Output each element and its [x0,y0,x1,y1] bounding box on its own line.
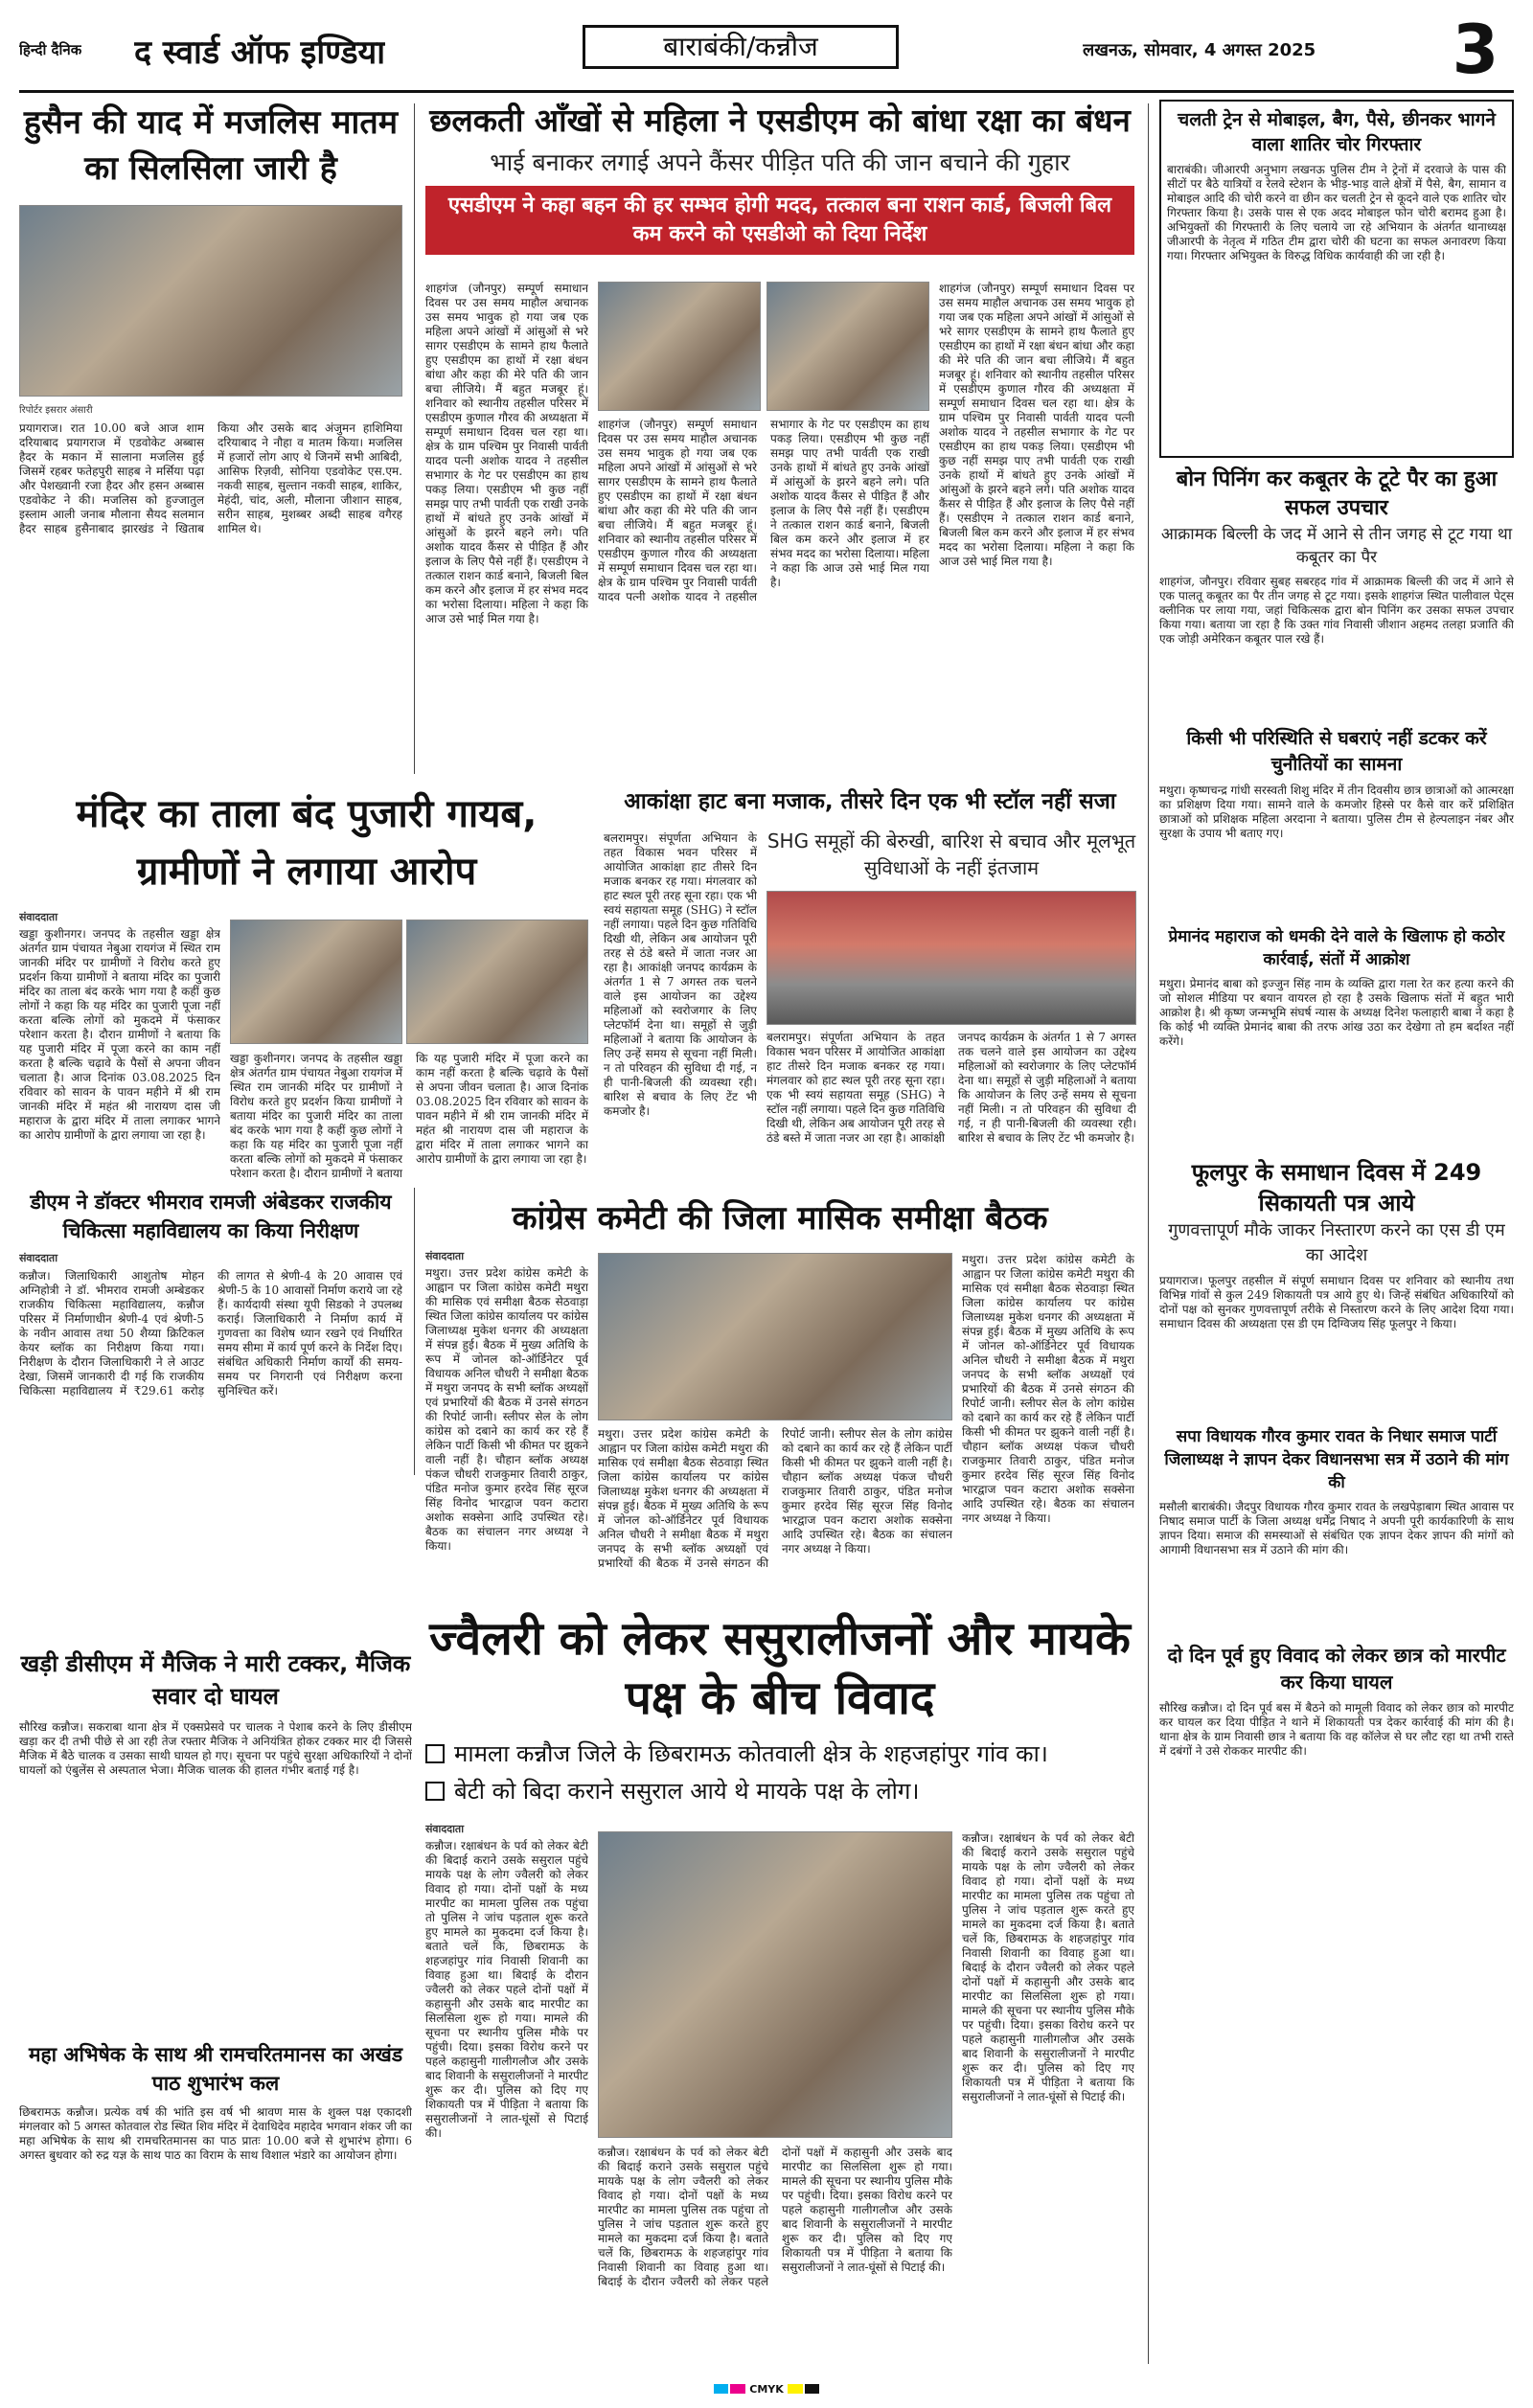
headline: ज्वैलरी को लेकर ससुरालीजनों और मायके पक्ष के बीच विवाद [429,1612,1131,1725]
dateline: संवाददाता [425,1250,465,1262]
photo-sdm-2 [766,282,929,411]
headline: महा अभिषेक के साथ श्री रामचरितमानस का अखंड पाठ शुभारंभ कल [28,2043,403,2095]
footer-cmyk [714,2379,819,2398]
s6-headline: सपा विधायक गौरव कुमार रावत के निधार समाज पार्टी जिलाध्यक्ष ने ज्ञापन देकर विधानसभा सत्र में उठाने की मांग की [1164,1427,1509,1492]
s7-body: सौरिख कन्नौज। दो दिन पूर्व बस में बैठने को मामूली विवाद को लेकर छात्र को मारपीट कर घायल कर दिया पीड़ित ने थाने में शिकायती पत्र देकर कार्रवाई की मांग की है। थाना क्षेत्र के ग्राम निवासी छात्र ने बताया कि वह कॉलेज से घर लौट रहा था तभी रास्ते में दबंगों ने उसे रोककर मारपीट की। [1159,1701,1514,1758]
story-body-col1: खड्डा कुशीनगर। जनपद के तहसील खड्डा क्षेत्र अंतर्गत ग्राम पंचायत नेबुआ रायगंज में स्थित राम जानकी मंदिर पर ग्रामीणों ने विरोध करते हुए प्रदर्शन किया ग्रामीणों ने बताया मंदिर का पुजारी मंदिर का ताला बंद करके भाग गया है कहीं कुछ लोगों ने कहा कि यह मंदिर का पुजारी पूजा नहीं करता बल्कि लोगों को मुकदमे में फंसाकर परेशान करता है। दौरान ग्रामीणों ने बताया कि यह पुजारी मंदिर में पूजा करने का काम नहीं करता है बल्कि चढ़ावे के पैसों से अपना जीवन चलाता है। आज दिनांक 03.08.2025 दिन रविवार को सावन के पावन महीने में श्री राम जानकी मंदिर में महंत श्री नारायण दास जी महाराज के द्वारा मंदिर में ताला लगाकर भागने का आरोप ग्रामीणों के द्वारा लगाया जा रहा है। [19,927,220,1142]
story-husain [19,100,402,770]
story-body-col3: शाहगंज (जौनपुर) सम्पूर्ण समाधान दिवस पर उस समय माहौल अचानक उस समय भावुक हो गया जब एक महिला अपने आंखों में आंसुओं से भरे सागर एसडीएम के सामने हाथ फैलाते हुए एसडीएम का हाथों में रक्षा बंधन बांधा और कहा की मेरे पति की जान बचा लीजिये। मैं बहुत मजबूर हूं। शनिवार को स्थानीय तहसील परिसर में एसडीएम कुणाल गौरव की अध्यक्षता में सम्पूर्ण समाधान दिवस चल रहा था। क्षेत्र के ग्राम पश्चिम पुर निवासी पार्वती यादव पत्नी अशोक यादव ने तहसील सभागार के गेट पर एसडीएम का हाथ पकड़ लिया। एसडीएम भी कुछ नहीं समझ पाए तभी पार्वती एक राखी उनके हाथों में बांधते हुए उनके आंखों में आंसुओं के झरने बहने लगे। पति अशोक यादव कैंसर से पीड़ित हैं और इलाज के लिए पैसे नहीं हैं। एसडीएम ने तत्काल राशन कार्ड बनाने, बिजली बिल कम करने और इलाज में हर संभव मदद का भरोसा दिलाया। महिला ने कहा कि आज उसे भाई मिल गया है। [939,282,1134,568]
story-dm [19,1188,402,1638]
story-body: सौरिख कन्नौज। सकराबा थाना क्षेत्र में एक्सप्रेसवे पर चालक ने पेशाब करने के लिए डीसीएम खड़ा कर दी तभी पीछे से आ रही तेज रफ्तार मैजिक ने अनियंत्रित होकर टक्कर मार दी जिससे मैजिक में बैठे चालक व उसका साथी घायल हो गए। सूचना पर पहुंचे सुरक्षा अधिकारियों ने दोनों घायलों को एंबुलेंस से अस्पताल भेजा। मैजिक चालक की हालत गंभीर बताई गई है। [19,1720,412,1777]
masthead [0,0,1533,105]
headline: कांग्रेस कमेटी की जिला मासिक समीक्षा बैठक [512,1199,1048,1238]
story-body-col3: कन्नौज। रक्षाबंधन के पर्व को लेकर बेटी की बिदाई कराने उसके ससुराल पहुंचे मायके पक्ष के लोग ज्वैलरी को लेकर विवाद हो गया। दोनों पक्षों के मध्य मारपीट का मामला पुलिस तक पहुंचा तो पुलिस ने जांच पड़ताल शुरू करते हुए मामले का मुकदमा दर्ज किया है। बताते चलें कि, छिबरामऊ के शहजहांपुर गांव निवासी शिवानी का विवाह हुआ था। बिदाई के दौरान ज्वैलरी को लेकर पहले दोनों पक्षों में कहासुनी और उसके बाद मारपीट का सिलसिला शुरू हो गया। मामले की सूचना पर स्थानीय पुलिस मौके पर पहुंची। दिया। इसका विरोध करने पर पहले कहासुनी गालीगलौज और उसके बाद शिवानी के ससुरालीजनों ने मारपीट शुरू कर दी। पुलिस को दिए गए शिकायती पत्र में पीड़िता ने बताया कि ससुरालीजनों ने लात-घूंसों से पिटाई की। [962,1831,1134,2103]
story-body-col1: मथुरा। उत्तर प्रदेश कांग्रेस कमेटी के आह्वान पर जिला कांग्रेस कमेटी मथुरा की मासिक एवं समीक्षा बैठक सेठवाड़ा स्थित जिला कांग्रेस कार्यालय पर कांग्रेस जिलाध्यक्ष मुकेश धनगर की अध्यक्षता में संपन्न हुई। बैठक में मुख्य अतिथि के रूप में जोनल को-ऑर्डिनेटर पूर्व विधायक अनिल चौधरी ने समीक्षा बैठक में मथुरा जनपद के सभी ब्लॉक अध्यक्षों एवं प्रभारियों की बैठक में उनसे संगठन की रिपोर्ट जानी। स्लीपर सेल के लोग कांग्रेस को दबाने का कार्य कर रहे हैं लेकिन पार्टी किसी भी कीमत पर झुकने वाली नहीं है। चौहान ब्लॉक अध्यक्ष पंकज चौधरी राजकुमार तिवारी ठाकुर, पंडित मनोज कुमार हरदेव सिंह सूरज सिंह विनोद भारद्वाज पवन कटारा अशोक सक्सेना आदि उपस्थित रहे। बैठक का संचालन नगर अध्यक्ष ने किया। [425,1266,588,1553]
s7-headline: दो दिन पूर्व हुए विवाद को लेकर छात्र को मारपीट कर किया घायल [1167,1644,1506,1693]
s2-body: शाहगंज, जौनपुर। रविवार सुबह सबरहद गांव में आक्रामक बिल्ली की जद में आने से एक पालतू कबूतर का पैर तीन जगह से टूट गया। इसके शाहगंज स्थित पालीवाल पेट्स क्लीनिक पर लाया गया, जहां चिकित्सक द्वारा बोन पिनिंग कर उसका सफल उपचार किया गया। बताया जा रहा है कि उक्त गांव निवासी जीशान अहमद तलहा प्रजाति की एक जोड़ी अमेरिकन कबूतर पाल रखे हैं। [1159,575,1514,646]
bullet-box-icon [425,1744,445,1763]
story-body-col2: खड्डा कुशीनगर। जनपद के तहसील खड्डा क्षेत्र अंतर्गत ग्राम पंचायत नेबुआ रायगंज में स्थित राम जानकी मंदिर पर ग्रामीणों ने विरोध करते हुए प्रदर्शन किया ग्रामीणों ने बताया मंदिर का पुजारी मंदिर का ताला बंद करके भाग गया है कहीं कुछ लोगों ने कहा कि यह मंदिर का पुजारी पूजा नहीं करता बल्कि लोगों को मुकदमे में फंसाकर परेशान करता है। दौरान ग्रामीणों ने बताया कि यह पुजारी मंदिर में पूजा करने का काम नहीं करता है बल्कि चढ़ावे के पैसों से अपना जीवन चलाता है। आज दिनांक 03.08.2025 दिन रविवार को सावन के पावन महीने में श्री राम जानकी मंदिर में महंत श्री नारायण दास जी महाराज के द्वारा मंदिर में ताला लगाकर भागने का आरोप ग्रामीणों के द्वारा लगाया जा रहा है। [230,1052,588,1180]
photo-congress [598,1253,952,1420]
headline: डीएम ने डॉक्टर भीमराव रामजी अंबेडकर राजकीय चिकित्सा महाविद्यालय का किया निरीक्षण [30,1191,392,1242]
dateline: संवाददाता [19,911,58,923]
paper-name: हिन्दी दैनिक [19,41,82,58]
brand-name: द स्वार्ड ऑफ इण्डिया [134,34,386,72]
s1-body: बाराबंकी। जीआरपी अनुभाग लखनऊ पुलिस टीम ने ट्रेनों में दरवाजे के पास की सीटों पर बैठे यात्रियों व रेलवे स्टेशन के भीड़-भाड़ वाले क्षेत्रों में पैसे, बैग, सामान व मोबाइल आदि की चोरी करने वा छीन कर चलती ट्रेन से कूदने वाले एक शातिर चोर गिरफ्तार किया है। उसके पास से एक अदद मोबाइल फोन चोरी बरामद हुआ है। अभियुक्तों की गिरफ्तारी के लिए चलाये जा रहे अभियान के अंतर्गत थानाध्यक्ष जीआरपी के नेतृत्व में गठित टीम द्वारा चोरी की घटना का सफल अनावरण किया गया। गिरफ्तार अभियुक्त के विरुद्ध विधिक कार्यवाही की जा रही है। [1167,163,1506,262]
s5-subheadline: गुणवत्तापूर्ण मौके जाकर निस्तारण करने का एस डी एम का आदेश [1168,1220,1505,1265]
headline: हुसैन की याद में मजलिस मातम का सिलसिला जारी है [23,103,399,188]
s3-body: मथुरा। कृष्णचन्द्र गांधी सरस्वती शिशु मंदिर में तीन दिवसीय छात्र छात्राओं को आत्मरक्षा का प्रशिक्षण दिया गया। सामने वाले के कमजोर हिस्से पर कैसे वार करें प्रशिक्षित छात्राओं को प्रशिक्षक महिला अरदाना ने बताया। पुलिस टीम से हेल्पलाइन नंबर और सुरक्षा के उपाय भी बताए गए। [1159,784,1514,840]
headline: खड़ी डीसीएम में मैजिक ने मारी टक्कर, मैजिक सवार दो घायल [20,1650,411,1710]
cmyk-label: CMYK [749,2382,784,2396]
section-label: बाराबंकी/कन्नौज [663,31,818,62]
story-body-col1: कन्नौज। रक्षाबंधन के पर्व को लेकर बेटी की बिदाई कराने उसके ससुराल पहुंचे मायके पक्ष के लोग ज्वैलरी को लेकर विवाद हो गया। दोनों पक्षों के मध्य मारपीट का मामला पुलिस तक पहुंचा तो पुलिस ने जांच पड़ताल शुरू करते हुए मामले का मुकदमा दर्ज किया है। बताते चलें कि, छिबरामऊ के शहजहांपुर गांव निवासी शिवानी का विवाह हुआ था। बिदाई के दौरान ज्वैलरी को लेकर पहले दोनों पक्षों में कहासुनी और उसके बाद मारपीट का सिलसिला शुरू हो गया। मामले की सूचना पर स्थानीय पुलिस मौके पर पहुंची। दिया। इसका विरोध करने पर पहले कहासुनी गालीगलौज और उसके बाद शिवानी के ससुरालीजनों ने मारपीट शुरू कर दी। पुलिस को दिए गए शिकायती पत्र में पीड़िता ने बताया कि ससुरालीजनों ने लात-घूंसों से पिटाई की। [425,1839,588,2140]
photo-majlis [19,205,402,397]
headline: छलकती आँखों से महिला ने एसडीएम को बांधा रक्षा का बंधन [429,102,1131,139]
s4-body: मथुरा। प्रेमानंद बाबा को इज्जुन सिंह नाम के व्यक्ति द्वारा गला रेत कर हत्या करने की जो सोशल मीडिया पर बयान वायरल हो रहा है उसके खिलाफ संतों में बहुत भारी आक्रोश है। श्री कृष्ण जन्मभूमि संघर्ष न्यास के अध्यक्ष दिनेश फलाहारी बाबा ने कहा है कि कोई भी व्यक्ति प्रेमानंद बाबा की तरफ आंख उठा कर देखेगा तो हम बर्दाश्त नहीं करेंगे। [1159,977,1514,1048]
story-dcm [19,1647,412,2031]
cmyk-swatches-2 [788,2384,819,2394]
right-column [1159,100,1514,2370]
story-temple [19,785,594,1188]
story-sdm [425,100,1134,789]
photo-temple-2 [406,920,588,1044]
story-body-col2: बलरामपुर। संपूर्णता अभियान के तहत विकास भवन परिसर में आयोजित आकांक्षा हाट तीसरे दिन मजाक बनकर रह गया। मंगलवार को हाट स्थल पूरी तरह सूना रहा। एक भी स्वयं सहायता समूह (SHG) ने स्टॉल नहीं लगाया। पहले दिन कुछ गतिविधि दिखी थी, लेकिन अब आयोजन पूरी तरह से ठंडे बस्ते में जाता नजर आ रहा है। आकांक्षी जनपद कार्यक्रम के अंतर्गत 1 से 7 अगस्त तक चलने वाले इस आयोजन का उद्देश्य महिलाओं को स्वरोजगार के लिए प्लेटफॉर्म देना था। समूहों से जुड़ी महिलाओं ने बताया कि आयोजन के लिए उन्हें समय से सूचना नहीं मिली। न तो परिवहन की सुविधा दी गई, न ही पानी-बिजली की व्यवस्था रही। बारिश से बचाव के लिए टेंट भी कमजोर है। [766,1031,1136,1145]
s3-headline: किसी भी परिस्थिति से घबराएं नहीं डटकर करें चुनौतियों का सामना [1186,728,1487,775]
story-congress [425,1195,1134,1598]
s5-headline: फूलपुर के समाधान दिवस में 249 सिकायती पत्र आये [1191,1159,1482,1216]
story-body-col3: मथुरा। उत्तर प्रदेश कांग्रेस कमेटी के आह्वान पर जिला कांग्रेस कमेटी मथुरा की मासिक एवं समीक्षा बैठक सेठवाड़ा स्थित जिला कांग्रेस कार्यालय पर कांग्रेस जिलाध्यक्ष मुकेश धनगर की अध्यक्षता में संपन्न हुई। बैठक में मुख्य अतिथि के रूप में जोनल को-ऑर्डिनेटर पूर्व विधायक अनिल चौधरी ने समीक्षा बैठक में मथुरा जनपद के सभी ब्लॉक अध्यक्षों एवं प्रभारियों की बैठक में उनसे संगठन की रिपोर्ट जानी। स्लीपर सेल के लोग कांग्रेस को दबाने का कार्य कर रहे हैं लेकिन पार्टी किसी भी कीमत पर झुकने वाली नहीं है। चौहान ब्लॉक अध्यक्ष पंकज चौधरी राजकुमार तिवारी ठाकुर, पंडित मनोज कुमार हरदेव सिंह सूरज सिंह विनोद भारद्वाज पवन कटारा अशोक सक्सेना आदि उपस्थित रहे। बैठक का संचालन नगर अध्यक्ष ने किया। [962,1253,1134,1525]
photo-temple-1 [230,920,402,1044]
story-body-col1: बलरामपुर। संपूर्णता अभियान के तहत विकास भवन परिसर में आयोजित आकांक्षा हाट तीसरे दिन मजाक बनकर रह गया। मंगलवार को हाट स्थल पूरी तरह सूना रहा। एक भी स्वयं सहायता समूह (SHG) ने स्टॉल नहीं लगाया। पहले दिन कुछ गतिविधि दिखी थी, लेकिन अब आयोजन पूरी तरह से ठंडे बस्ते में जाता नजर आ रहा है। आकांक्षी जनपद कार्यक्रम के अंतर्गत 1 से 7 अगस्त तक चलने वाले इस आयोजन का उद्देश्य महिलाओं को स्वरोजगार के लिए प्लेटफॉर्म देना था। समूहों से जुड़ी महिलाओं ने बताया कि आयोजन के लिए उन्हें समय से सूचना नहीं मिली। न तो परिवहन की सुविधा दी गई, न ही पानी-बिजली की व्यवस्था रही। बारिश से बचाव के लिए टेंट भी कमजोर है। [604,831,757,1118]
story-body: कन्नौज। जिलाधिकारी आशुतोष मोहन अग्निहोत्री ने डॉ. भीमराव रामजी अम्बेडकर राजकीय चिकित्सा महाविद्यालय, कन्नौज परिसर में निर्माणाधीन श्रेणी-4 एवं श्रेणी-5 के नवीन आवास तथा 50 शैय्या क्रिटिकल केयर ब्लॉक का निरीक्षण किया गया। निरीक्षण के दौरान जिलाधिकारी ने ले आउट देखा, जिसमें जानकारी दी गई कि राजकीय चिकित्सा महाविद्यालय में ₹29.61 करोड़ की लागत से श्रेणी-4 के 20 आवास एवं श्रेणी-5 के 10 आवासों निर्माण कराये जा रहे हैं। कार्यदायी संस्था यूपी सिडको ने उपलब्ध कराई। जिलाधिकारी ने निर्माण कार्य में गुणवत्ता का विशेष ध्यान रखने एवं निर्धारित समय सीमा में कार्य पूर्ण करने के निर्देश दिए। संबंधित अधिकारी निर्माण कार्यों की समय-समय पर निगरानी एवं निरीक्षण करना सुनिश्चित करें। [19,1269,402,1397]
s5-body: प्रयागराज। फूलपुर तहसील में संपूर्ण समाधान दिवस पर शनिवार को स्थानीय तथा विभिन्न गांवों से कुल 249 शिकायती पत्र आये हुए थे। जिन्हें संबंधित अधिकारियों को दोनों पक्ष को सुनकर गुणवत्तापूर्ण तरीके से निस्तारण करने के लिए आदेश दिया गया। समाधान दिवस की अध्यक्षता एस डी एम दिग्विजय सिंह फूलपुर ने किया। [1159,1274,1514,1330]
story-body-col2: मथुरा। उत्तर प्रदेश कांग्रेस कमेटी के आह्वान पर जिला कांग्रेस कमेटी मथुरा की मासिक एवं समीक्षा बैठक सेठवाड़ा स्थित जिला कांग्रेस कार्यालय पर कांग्रेस जिलाध्यक्ष मुकेश धनगर की अध्यक्षता में संपन्न हुई। बैठक में मुख्य अतिथि के रूप में जोनल को-ऑर्डिनेटर पूर्व विधायक अनिल चौधरी ने समीक्षा बैठक में मथुरा जनपद के सभी ब्लॉक अध्यक्षों एवं प्रभारियों की बैठक में उनसे संगठन की रिपोर्ट जानी। स्लीपर सेल के लोग कांग्रेस को दबाने का कार्य कर रहे हैं लेकिन पार्टी किसी भी कीमत पर झुकने वाली नहीं है। चौहान ब्लॉक अध्यक्ष पंकज चौधरी राजकुमार तिवारी ठाकुर, पंडित मनोज कुमार हरदेव सिंह सूरज सिंह विनोद भारद्वाज पवन कटारा अशोक सक्सेना आदि उपस्थित रहे। बैठक का संचालन नगर अध्यक्ष ने किया। [598,1427,952,1570]
dateline: संवाददाता [19,1252,58,1264]
page-number: 3 [1452,11,1499,88]
s2-subheadline: आक्रामक बिल्ली के जद में आने से तीन जगह से टूट गया था कबूतर का पैर [1160,525,1513,567]
photo-jewelry [598,1831,952,2138]
bullet-2: बेटी को बिदा कराने ससुराल आये थे मायके पक्ष के लोग। [425,1775,1134,1806]
story-body-col2: शाहगंज (जौनपुर) सम्पूर्ण समाधान दिवस पर उस समय माहौल अचानक उस समय भावुक हो गया जब एक महिला अपने आंखों में आंसुओं से भरे सागर एसडीएम के सामने हाथ फैलाते हुए एसडीएम का हाथों में रक्षा बंधन बांधा और कहा की मेरे पति की जान बचा लीजिये। मैं बहुत मजबूर हूं। शनिवार को स्थानीय तहसील परिसर में एसडीएम कुणाल गौरव की अध्यक्षता में सम्पूर्ण समाधान दिवस चल रहा था। क्षेत्र के ग्राम पश्चिम पुर निवासी पार्वती यादव पत्नी अशोक यादव ने तहसील सभागार के गेट पर एसडीएम का हाथ पकड़ लिया। एसडीएम भी कुछ नहीं समझ पाए तभी पार्वती एक राखी उनके हाथों में बांधते हुए उनके आंखों में आंसुओं के झरने बहने लगे। पति अशोक यादव कैंसर से पीड़ित हैं और इलाज के लिए पैसे नहीं हैं। एसडीएम ने तत्काल राशन कार्ड बनाने, बिजली बिल कम करने और इलाज में हर संभव मदद का भरोसा दिलाया। महिला ने कहा कि आज उसे भाई मिल गया है। [598,418,929,603]
story-body: प्रयागराज। रात 10.00 बजे आज शाम दरियाबाद प्रयागराज में एडवोकेट अब्बास हैदर के मकान में सालाना मजलिस हुई जिसमें रहबर फतेहपुरी साहब ने मर्सिया पढ़ा और पेशख्वानी रजा हैदर और हसन अब्बास एडवोकेट ने की। मजलिस को हुज्जातुल इस्लाम आली जनाब मौलाना सैयद सलमान हैदर साहब हुसैनाबाद झारखंड ने खिताब किया और उसके बाद अंजुमन हाशिमिया दरियाबाद ने नौहा व मातम किया। मजलिस में हजारों लोग आए थे जिनमें सभी आबिदी, आसिफ रिज़वी, सोनिया एडवोकेट एस.एम. नकवी साहब, सुल्तान नकवी साहब, शाकिर, मेहंदी, चांद, अली, मौलाना जीशान साहब, सरीन साहब, मुशब्बर अब्दी साहब वगैरह शामिल थे। [19,421,402,535]
story-hat [604,785,1136,1188]
s6-body: मसौली बाराबंकी। जैदपुर विधायक गौरव कुमार रावत के लखपेड़ाबाग स्थित आवास पर निषाद समाज पार्टी के जिला अध्यक्ष धर्मेंद्र निषाद ने अपनी पूरी कार्यकारिणी के साथ ज्ञापन दिया। समाज की समस्याओं से संबंधित एक ज्ञापन देकर ज्ञापन की मांगों को आगामी विधानसभा सत्र में उठाने की मांग की। [1159,1500,1514,1556]
photo-caption: रिपोर्टर इसरार अंसारी [19,405,93,416]
headline: मंदिर का ताला बंद पुजारी गायब, ग्रामीणों ने लगाया आरोप [76,792,538,894]
highlight-banner: एसडीएम ने कहा बहन की हर सम्भव होगी मदद, तत्काल बना राशन कार्ड, बिजली बिल कम करने को एसडीओ को दिया निर्देश [425,186,1134,255]
photo-sdm-1 [598,282,761,411]
dateline: संवाददाता [425,1823,465,1835]
s1-headline: चलती ट्रेन से मोबाइल, बैग, पैसे, छीनकर भागने वाला शातिर चोर गिरफ्तार [1178,109,1496,155]
s2-headline: बोन पिनिंग कर कबूतर के टूटे पैर का हुआ सफल उपचार [1176,467,1498,520]
bullet-1: मामला कन्नौज जिले के छिबरामऊ कोतवाली क्षेत्र के शहजहांपुर गांव का। [425,1738,1134,1769]
story-jewelry [425,1609,1134,2366]
photo-hat [766,891,1136,1025]
cmyk-swatches [714,2384,745,2394]
bullet-box-icon [425,1782,445,1801]
subheadline: SHG समूहों की बेरुखी, बारिश से बचाव और मूलभूत सुविधाओं के नहीं इंतजाम [766,829,1136,879]
headline: आकांक्षा हाट बना मजाक, तीसरे दिन एक भी स्टॉल नहीं सजा [624,789,1116,814]
story-body-col2: कन्नौज। रक्षाबंधन के पर्व को लेकर बेटी की बिदाई कराने उसके ससुराल पहुंचे मायके पक्ष के लोग ज्वैलरी को लेकर विवाद हो गया। दोनों पक्षों के मध्य मारपीट का मामला पुलिस तक पहुंचा तो पुलिस ने जांच पड़ताल शुरू करते हुए मामले का मुकदमा दर्ज किया है। बताते चलें कि, छिबरामऊ के शहजहांपुर गांव निवासी शिवानी का विवाह हुआ था। बिदाई के दौरान ज्वैलरी को लेकर पहले दोनों पक्षों में कहासुनी और उसके बाद मारपीट का सिलसिला शुरू हो गया। मामले की सूचना पर स्थानीय पुलिस मौके पर पहुंची। दिया। इसका विरोध करने पर पहले कहासुनी गालीगलौज और उसके बाद शिवानी के ससुरालीजनों ने मारपीट शुरू कर दी। पुलिस को दिए गए शिकायती पत्र में पीड़िता ने बताया कि ससुरालीजनों ने लात-घूंसों से पिटाई की। [598,2146,952,2288]
s4-headline: प्रेमानंद महाराज को धमकी देने वाले के खिलाफ हो कठोर कार्रवाई, संतों में आक्रोश [1168,927,1505,969]
story-body-col1: शाहगंज (जौनपुर) सम्पूर्ण समाधान दिवस पर उस समय माहौल अचानक उस समय भावुक हो गया जब एक महिला अपने आंखों में आंसुओं से भरे सागर एसडीएम के सामने हाथ फैलाते हुए एसडीएम का हाथों में रक्षा बंधन बांधा और कहा की मेरे पति की जान बचा लीजिये। मैं बहुत मजबूर हूं। शनिवार को स्थानीय तहसील परिसर में एसडीएम कुणाल गौरव की अध्यक्षता में सम्पूर्ण समाधान दिवस चल रहा था। क्षेत्र के ग्राम पश्चिम पुर निवासी पार्वती यादव पत्नी अशोक यादव ने तहसील सभागार के गेट पर एसडीएम का हाथ पकड़ लिया। एसडीएम भी कुछ नहीं समझ पाए तभी पार्वती एक राखी उनके हाथों में बांधते हुए उनके आंखों में आंसुओं के झरने बहने लगे। पति अशोक यादव कैंसर से पीड़ित हैं और इलाज के लिए पैसे नहीं हैं। एसडीएम ने तत्काल राशन कार्ड बनाने, बिजली बिल कम करने और इलाज में हर संभव मदद का भरोसा दिलाया। महिला ने कहा कि आज उसे भाई मिल गया है। [425,282,588,625]
subheadline: भाई बनाकर लगाई अपने कैंसर पीड़ित पति की जान बचाने की गुहार [490,148,1070,176]
issue-date: लखनऊ, सोमवार, 4 अगस्त 2025 [1083,40,1316,60]
story-mahabhishek [19,2040,412,2366]
story-body: छिबरामऊ कन्नौज। प्रत्येक वर्ष की भांति इस वर्ष भी श्रावण मास के शुक्ल पक्ष एकादशी मंगलवार को 5 अगस्त कोतवाल रोड स्थित शिव मंदिर में देवाधिदेव महादेव भगवान शंकर जी का महा अभिषेक के साथ श्री रामचरितमानस का पाठ प्रातः 10.00 बजे से शुभारंभ होगा। 6 अगस्त बुधवार को रुद्र यज्ञ के साथ पाठ का विराम के साथ विशाल भंडारे का आयोजन होगा। [19,2105,412,2162]
